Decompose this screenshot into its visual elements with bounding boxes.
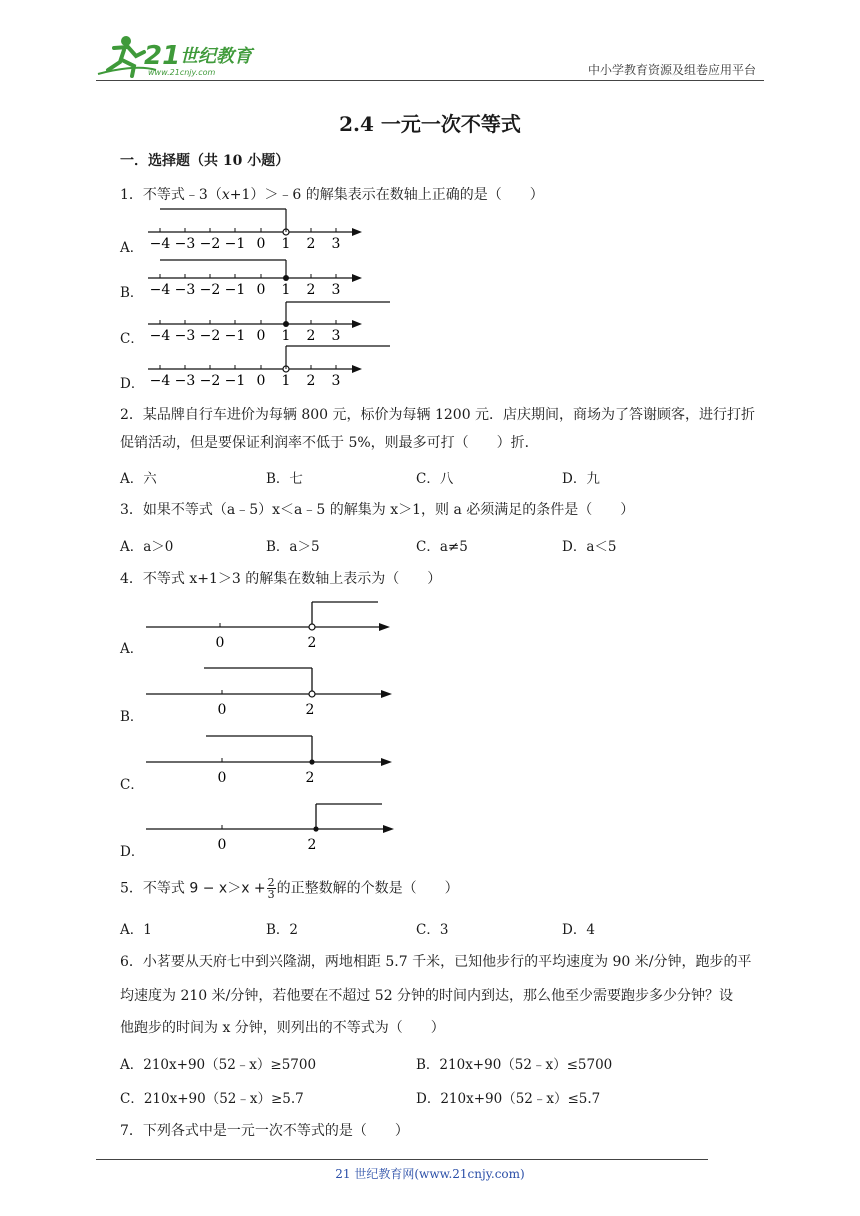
tick-label: 0	[217, 702, 227, 718]
q5-option-d[interactable]: D．4	[562, 922, 595, 938]
q6-option-d[interactable]: D．210x+90（52﹣x）≤5.7	[416, 1091, 601, 1107]
tick-label: −2	[199, 282, 221, 298]
question-2-line1: 2．某品牌自行车进价为每辆 800 元，标价为每辆 1200 元．店庆期间，商场为了答谢顾客，进行打折	[120, 407, 756, 423]
question-4-stem: 4．不等式 x+1＞3 的解集在数轴上表示为（ ）	[120, 571, 442, 587]
q3-option-c[interactable]: C．a≠5	[416, 539, 468, 555]
q2-option-c[interactable]: C．八	[416, 471, 454, 487]
page-title: 2.4 一元一次不等式	[339, 112, 521, 136]
logo-runner-icon	[96, 34, 266, 78]
tick-label: 0	[215, 635, 225, 651]
tick-label: −3	[174, 373, 196, 388]
q3-option-a[interactable]: A．a＞0	[120, 539, 174, 555]
q1-option-a[interactable]: A．	[120, 240, 144, 256]
tick-label: 2	[306, 282, 316, 298]
q6-option-c[interactable]: C．210x+90（52﹣x）≥5.7	[120, 1091, 304, 1107]
tick-label: −1	[224, 373, 246, 388]
tick-label: −3	[174, 282, 196, 298]
tick-label: 2	[305, 702, 315, 718]
q2-option-b[interactable]: B．七	[266, 471, 303, 487]
q2-option-d[interactable]: D．九	[562, 471, 600, 487]
q4-option-a[interactable]: A．	[120, 641, 144, 657]
tick-label: 1	[281, 373, 291, 388]
tick-label: 2	[306, 236, 316, 252]
tick-label: 1	[281, 236, 291, 252]
tick-label: 2	[307, 635, 317, 651]
q1-option-b[interactable]: B．	[120, 285, 144, 301]
question-2-line2: 促销活动，但是要保证利润率不低于 5%，则最多可打（ ）折．	[120, 435, 539, 451]
tick-label: 1	[281, 328, 291, 344]
q4-option-d[interactable]: D．	[120, 844, 145, 860]
footer-divider	[96, 1159, 708, 1160]
q3-option-b[interactable]: B．a＞5	[266, 539, 320, 555]
q5-option-c[interactable]: C．3	[416, 922, 449, 938]
question-3-stem: 3．如果不等式（a﹣5）x＜a﹣5 的解集为 x＞1，则 a 必须满足的条件是（ ）	[120, 502, 635, 518]
tick-label: 2	[306, 328, 316, 344]
tick-label: −2	[199, 236, 221, 252]
logo-url: www.21cnjy.com	[148, 68, 216, 77]
question-1-stem: 1．不等式﹣3（x+1）＞﹣6 的解集表示在数轴上正确的是（ ）	[120, 187, 544, 203]
tick-label: −4	[149, 236, 171, 252]
q1-option-c[interactable]: C．	[120, 331, 144, 347]
q3-option-d[interactable]: D．a＜5	[562, 539, 617, 555]
q4-option-b[interactable]: B．	[120, 709, 144, 725]
tick-label: 1	[281, 282, 291, 298]
logo-number: 21	[144, 41, 181, 71]
logo-text: 世纪教育	[180, 46, 252, 67]
tick-label: 0	[256, 236, 266, 252]
footer-text[interactable]: 21 世纪教育网(www.21cnjy.com)	[335, 1167, 525, 1181]
tick-label: 0	[217, 837, 227, 853]
q5-fraction: $\frac{2}{3}$	[267, 876, 275, 901]
q6-option-a[interactable]: A．210x+90（52﹣x）≥5700	[120, 1057, 317, 1073]
tick-label: −1	[224, 328, 246, 344]
tick-label: 3	[331, 236, 341, 252]
q4-option-c[interactable]: C．	[120, 777, 144, 793]
question-5-stem: 5．不等式 9 − x＞x + $\frac{2}{3}$ 的正整数解的个数是（ ）	[120, 876, 459, 901]
section-heading: 一．选择题（共 10 小题）	[120, 153, 290, 169]
q5-option-a[interactable]: A．1	[120, 922, 152, 938]
tick-label: 0	[217, 770, 227, 786]
tick-label: −3	[174, 328, 196, 344]
q2-option-a[interactable]: A．六	[120, 471, 157, 487]
tick-label: −4	[149, 328, 171, 344]
tick-label: 2	[305, 770, 315, 786]
header-divider	[96, 80, 764, 81]
logo	[96, 34, 266, 78]
tick-label: −2	[199, 328, 221, 344]
numberline-a	[148, 209, 362, 236]
question-7-stem: 7．下列各式中是一元一次不等式的是（ ）	[120, 1123, 409, 1139]
tick-label: 0	[256, 328, 266, 344]
numberline-c	[148, 302, 390, 328]
q4-number-lines	[140, 598, 410, 858]
tick-label: 3	[331, 328, 341, 344]
tick-label: 2	[306, 373, 316, 388]
tick-label: 2	[307, 837, 317, 853]
q4-numberline-c	[146, 736, 392, 766]
tick-label: −4	[149, 282, 171, 298]
numberline-d	[148, 346, 390, 373]
numberline-b	[148, 260, 362, 282]
tick-label: −1	[224, 282, 246, 298]
q1-option-d[interactable]: D．	[120, 376, 145, 392]
q1-number-lines	[140, 208, 400, 388]
q4-numberline-a	[146, 602, 390, 631]
tick-label: 3	[331, 373, 341, 388]
q4-numberline-b	[146, 668, 392, 698]
tick-label: −1	[224, 236, 246, 252]
question-6-line2: 均速度为 210 米/分钟，若他要在不超过 52 分钟的时间内到达，那么他至少需要跑步多少分钟？设	[120, 988, 734, 1004]
tick-label: 3	[331, 282, 341, 298]
q5-option-b[interactable]: B．2	[266, 922, 299, 938]
q4-numberline-d	[146, 804, 394, 833]
tick-label: −4	[149, 373, 171, 388]
tick-label: 0	[256, 282, 266, 298]
question-6-line3: 他跑步的时间为 x 分钟，则列出的不等式为（ ）	[120, 1020, 445, 1036]
platform-name: 中小学教育资源及组卷应用平台	[587, 63, 756, 77]
q5-expression: 9 − x＞x +	[189, 880, 266, 897]
tick-label: −2	[199, 373, 221, 388]
question-6-line1: 6．小茗要从天府七中到兴隆湖，两地相距 5.7 千米，已知他步行的平均速度为 90 米/分钟，跑步的平	[120, 954, 752, 970]
tick-label: 0	[256, 373, 266, 388]
tick-label: −3	[174, 236, 196, 252]
q6-option-b[interactable]: B．210x+90（52﹣x）≤5700	[416, 1057, 613, 1073]
